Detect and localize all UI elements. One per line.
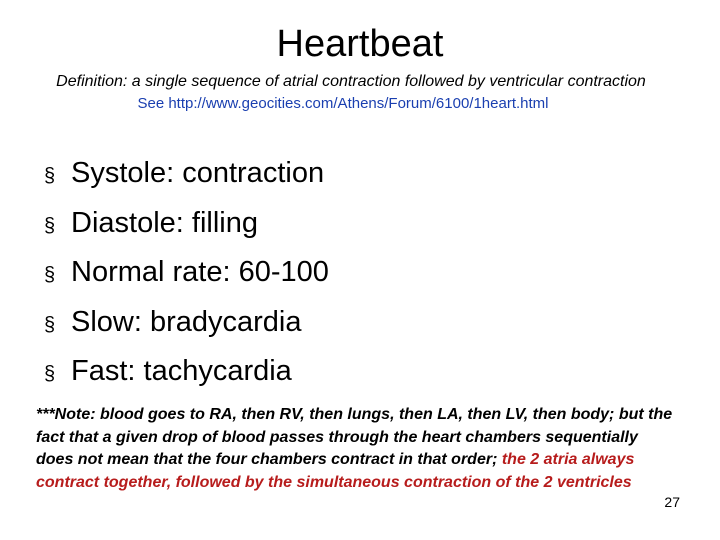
definition-text: Definition: a single sequence of atrial contraction followed by ventricular contraction (56, 73, 646, 90)
note-emphasis-text: the 2 atria always contract together, followed by the simultaneous contraction of the 2 ventricles (36, 451, 635, 491)
note-text: ***Note: blood goes to RA, then RV, then lungs, then LA, then LV, then body; but the fact that a given drop of blood passes through the heart chambers sequentially does not mean that the four chambers contract in that order; (36, 406, 673, 468)
bullet-list (44, 150, 644, 398)
bullet-text: Diastole: filling (71, 206, 258, 239)
bullet-item-diastole (44, 200, 644, 250)
bullet-text: Slow: bradycardia (71, 305, 302, 338)
reference-link[interactable]: See http://www.geocities.com/Athens/Forum/6100/1heart.html (137, 95, 549, 112)
bullet-item-systole (44, 150, 644, 200)
slide-title: Heartbeat (276, 23, 444, 65)
bullet-marker-icon: § (44, 363, 56, 385)
bullet-marker-icon: § (44, 313, 56, 336)
bullet-item-normal-rate (44, 249, 644, 299)
bullet-marker-icon: § (44, 165, 56, 187)
bullet-text: Fast: tachycardia (71, 355, 292, 387)
bullet-item-slow (44, 299, 644, 349)
bullet-text: Systole: contraction (71, 157, 325, 189)
bullet-marker-icon: § (44, 214, 56, 237)
bullet-marker-icon: § (44, 264, 56, 286)
bullet-item-fast (44, 348, 644, 398)
bullet-text: Normal rate: 60-100 (71, 256, 329, 288)
slide-number: 27 (664, 494, 680, 510)
note-paragraph (36, 404, 676, 494)
